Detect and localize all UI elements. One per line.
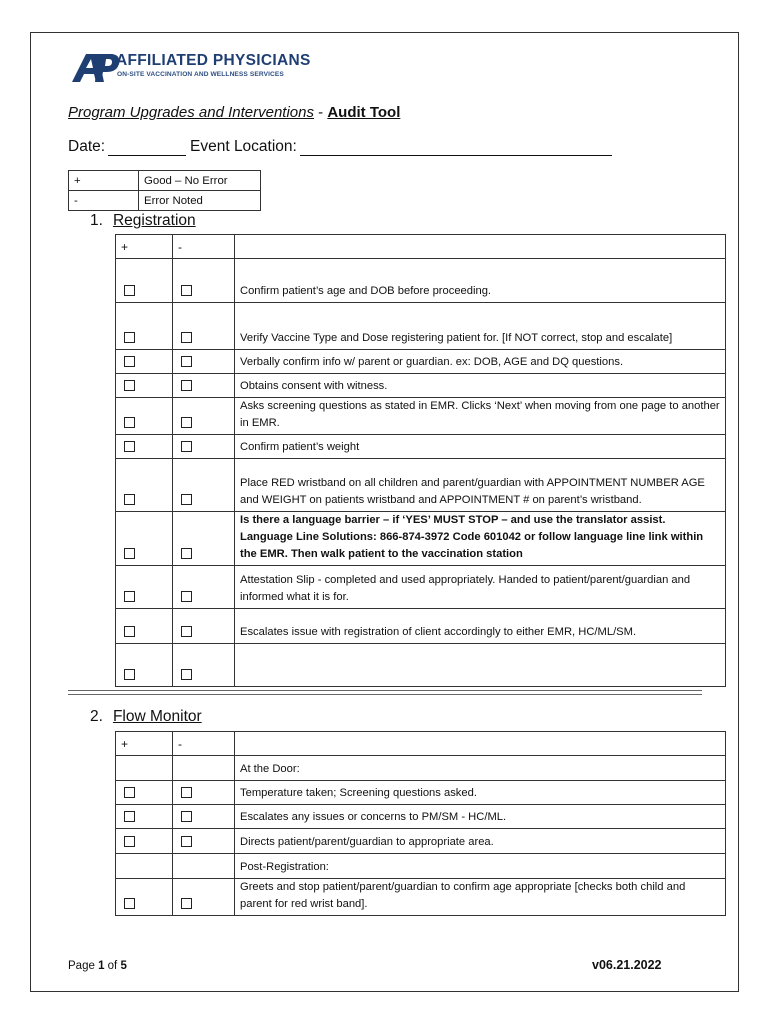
title-bold: Audit Tool xyxy=(327,104,401,121)
error-checkbox[interactable] xyxy=(181,380,192,391)
legend-symbol: - xyxy=(69,191,139,211)
error-checkbox[interactable] xyxy=(181,548,192,559)
item-column-header xyxy=(235,235,726,259)
error-checkbox[interactable] xyxy=(181,836,192,847)
table-header-row xyxy=(116,235,726,259)
page-number xyxy=(68,960,127,972)
legend-symbol: + xyxy=(69,171,139,191)
good-checkbox[interactable] xyxy=(124,380,135,391)
audit-item-text: Greets and stop patient/parent/guardian to confirm age appropriate [checks both child and parent for red wrist band]. xyxy=(235,879,726,916)
event-location-field-line xyxy=(300,155,612,156)
section-number: 1. xyxy=(90,212,103,229)
error-checkbox[interactable] xyxy=(181,285,192,296)
date-label: Date: xyxy=(68,138,106,155)
good-checkbox[interactable] xyxy=(124,898,135,909)
date-field-line xyxy=(108,155,186,156)
audit-item-text: Place RED wristband on all children and parent/guardian with APPOINTMENT NUMBER AGE and WEIGHT on patients wristband and APPOINTMENT # on parent’s wristband. xyxy=(235,459,726,512)
audit-subheading: Post-Registration: xyxy=(235,854,726,879)
error-checkbox[interactable] xyxy=(181,787,192,798)
audit-item-text: Asks screening questions as stated in EMR. Clicks ‘Next’ when moving from one page to another in EMR. xyxy=(235,398,726,435)
table-row xyxy=(116,609,726,644)
table-row xyxy=(116,259,726,303)
error-checkbox[interactable] xyxy=(181,811,192,822)
page-current: 1 xyxy=(98,960,105,972)
table-row xyxy=(116,644,726,687)
good-checkbox[interactable] xyxy=(124,285,135,296)
audit-item-text: Escalates any issues or concerns to PM/SM - HC/ML. xyxy=(235,805,726,829)
table-row xyxy=(116,374,726,398)
audit-item-text: Directs patient/parent/guardian to appropriate area. xyxy=(235,829,726,854)
audit-item-text: Verbally confirm info w/ parent or guardian. ex: DOB, AGE and DQ questions. xyxy=(235,350,726,374)
legend-row xyxy=(69,171,261,191)
error-checkbox[interactable] xyxy=(181,417,192,428)
table-row xyxy=(116,829,726,854)
good-checkbox[interactable] xyxy=(124,591,135,602)
audit-item-text: Escalates issue with registration of client accordingly to either EMR, HC/ML/SM. xyxy=(235,609,726,644)
section-number: 2. xyxy=(90,708,103,725)
good-checkbox[interactable] xyxy=(124,669,135,680)
audit-item-text: Obtains consent with witness. xyxy=(235,374,726,398)
page-mid: of xyxy=(104,960,121,972)
error-checkbox[interactable] xyxy=(181,898,192,909)
minus-column-header: - xyxy=(173,732,235,756)
good-checkbox[interactable] xyxy=(124,356,135,367)
logo-name: AFFILIATED PHYSICIANS xyxy=(116,52,311,69)
table-row xyxy=(116,854,726,879)
table-row xyxy=(116,805,726,829)
plus-column-header: + xyxy=(116,235,173,259)
table-row xyxy=(116,459,726,512)
audit-subheading: At the Door: xyxy=(235,756,726,781)
document-title xyxy=(68,104,400,121)
section-flow-monitor-heading xyxy=(90,708,202,726)
title-separator: - xyxy=(313,104,328,121)
page-prefix: Page xyxy=(68,960,99,972)
legend-row xyxy=(69,191,261,211)
table-row xyxy=(116,398,726,435)
good-checkbox[interactable] xyxy=(124,441,135,452)
section-divider xyxy=(68,690,702,695)
legend-meaning: Good – No Error xyxy=(139,171,261,191)
error-checkbox[interactable] xyxy=(181,356,192,367)
error-checkbox[interactable] xyxy=(181,591,192,602)
section-title: Flow Monitor xyxy=(112,708,202,725)
good-checkbox[interactable] xyxy=(124,811,135,822)
audit-item-text: Is there a language barrier – if ‘YES’ MUST STOP – and use the translator assist. Language Line Solutions: 866-874-3972 Code 601042 or follow language line link within the EMR. Then walk patient to the vaccination station xyxy=(235,512,726,566)
table-row xyxy=(116,781,726,805)
minus-column-header: - xyxy=(173,235,235,259)
event-location-label: Event Location: xyxy=(190,138,297,155)
legend-meaning: Error Noted xyxy=(139,191,261,211)
table-row xyxy=(116,303,726,350)
error-checkbox[interactable] xyxy=(181,494,192,505)
item-column-header xyxy=(235,732,726,756)
table-row xyxy=(116,350,726,374)
good-checkbox[interactable] xyxy=(124,548,135,559)
good-checkbox[interactable] xyxy=(124,494,135,505)
logo-tagline: ON-SITE VACCINATION AND WELLNESS SERVICES xyxy=(117,71,284,78)
audit-item-text: Verify Vaccine Type and Dose registering patient for. [If NOT correct, stop and escalate] xyxy=(235,303,726,350)
table-row xyxy=(116,879,726,916)
section-registration-heading xyxy=(90,212,196,230)
plus-column-header: + xyxy=(116,732,173,756)
audit-item-text xyxy=(235,644,726,687)
error-checkbox[interactable] xyxy=(181,332,192,343)
table-row xyxy=(116,512,726,566)
table-row xyxy=(116,756,726,781)
good-checkbox[interactable] xyxy=(124,787,135,798)
error-checkbox[interactable] xyxy=(181,441,192,452)
good-checkbox[interactable] xyxy=(124,626,135,637)
version-label: v06.21.2022 xyxy=(592,958,662,972)
error-checkbox[interactable] xyxy=(181,669,192,680)
registration-table xyxy=(115,234,726,687)
audit-item-text: Attestation Slip - completed and used appropriately. Handed to patient/parent/guardian and informed what it is for. xyxy=(235,566,726,609)
audit-item-text: Confirm patient’s weight xyxy=(235,435,726,459)
audit-item-text: Confirm patient’s age and DOB before proceeding. xyxy=(235,259,726,303)
section-title: Registration xyxy=(112,212,196,229)
good-checkbox[interactable] xyxy=(124,836,135,847)
flow-monitor-table xyxy=(115,731,726,916)
table-row xyxy=(116,435,726,459)
good-checkbox[interactable] xyxy=(124,332,135,343)
audit-item-text: Temperature taken; Screening questions asked. xyxy=(235,781,726,805)
table-row xyxy=(116,566,726,609)
good-checkbox[interactable] xyxy=(124,417,135,428)
title-italic: Program Upgrades and Interventions xyxy=(68,104,314,121)
table-header-row xyxy=(116,732,726,756)
legend-table xyxy=(68,170,261,211)
error-checkbox[interactable] xyxy=(181,626,192,637)
page-total: 5 xyxy=(120,960,127,972)
